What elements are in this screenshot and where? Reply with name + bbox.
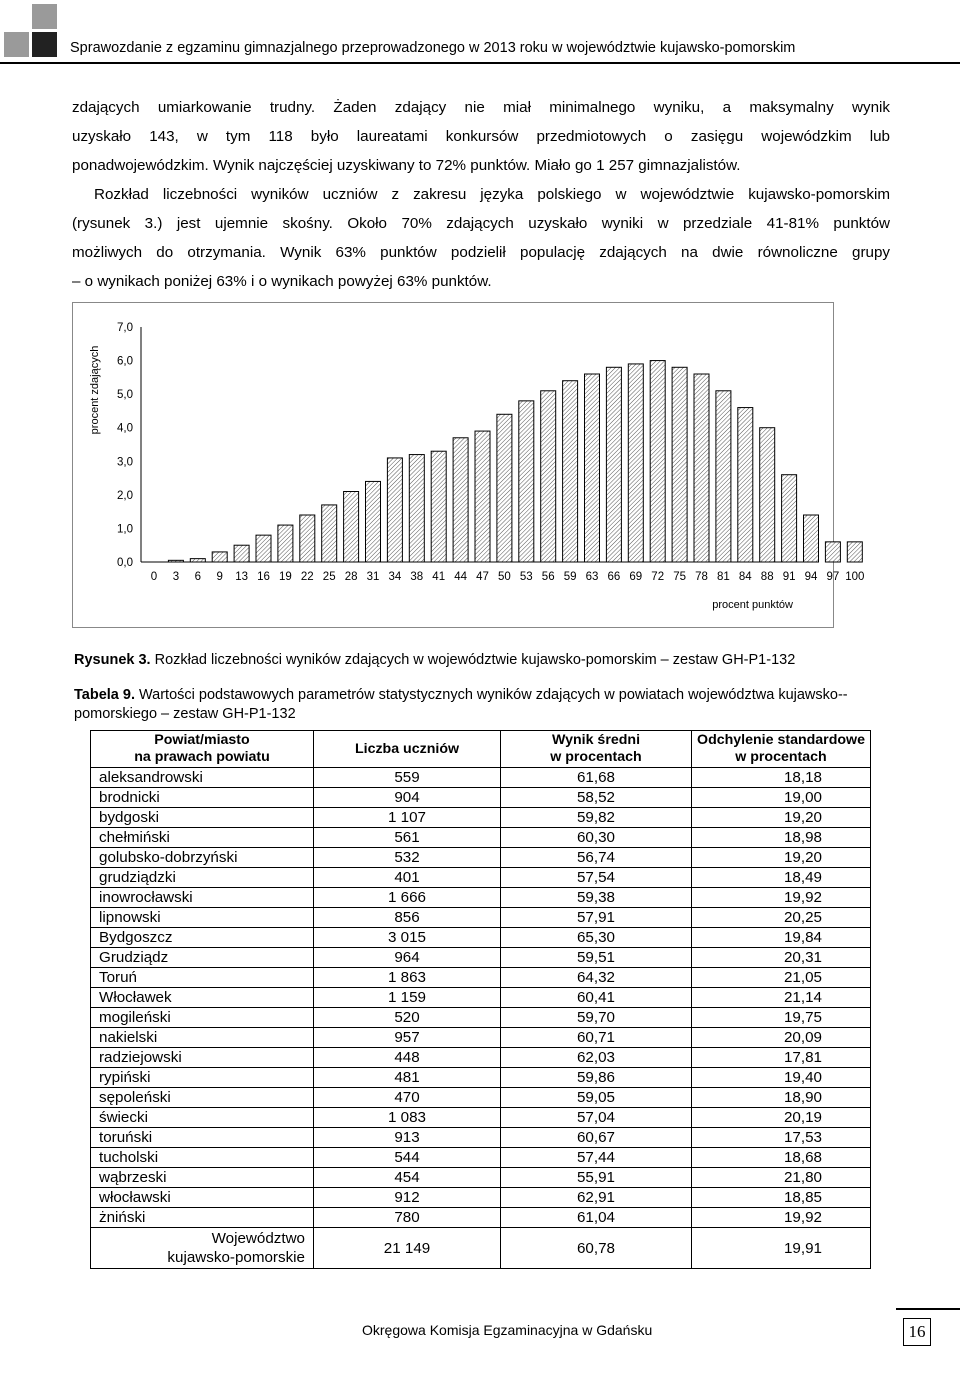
y-tick-label: 2,0 <box>117 489 133 502</box>
sd-cell: 19,92 <box>692 888 871 908</box>
sd-cell: 19,00 <box>692 788 871 808</box>
bar <box>212 552 227 562</box>
county-cell: włocławski <box>91 1188 314 1208</box>
header-text: na prawach powiatu <box>134 749 270 765</box>
county-cell: brodnicki <box>91 788 314 808</box>
mean-cell: 61,04 <box>501 1208 692 1228</box>
text-line: (rysunek 3.) jest ujemnie skośny. Około 70% zdających uzyskało wyniki w przedziale 41-81% punktów <box>72 215 890 232</box>
county-cell: inowrocławski <box>91 888 314 908</box>
table-row <box>91 828 871 848</box>
sd-cell: 20,19 <box>692 1108 871 1128</box>
statistics-table <box>90 730 871 1269</box>
x-tick-label: 9 <box>216 571 223 583</box>
count-cell: 904 <box>314 788 501 808</box>
county-cell: Grudziądz <box>91 948 314 968</box>
count-cell: 544 <box>314 1148 501 1168</box>
x-tick-label: 94 <box>804 571 818 583</box>
total-name <box>91 1228 314 1269</box>
county-cell: aleksandrowski <box>91 768 314 788</box>
y-tick-label: 7,0 <box>117 322 133 334</box>
table-row <box>91 1008 871 1028</box>
header-county <box>91 731 314 768</box>
table-row <box>91 1188 871 1208</box>
bar <box>431 451 446 562</box>
county-cell: bydgoski <box>91 808 314 828</box>
header-rule <box>0 62 960 64</box>
bar <box>475 431 490 562</box>
mean-cell: 57,91 <box>501 908 692 928</box>
bar <box>234 545 249 562</box>
x-tick-label: 50 <box>498 571 511 583</box>
x-tick-label: 16 <box>257 571 270 583</box>
bar <box>409 455 424 562</box>
bar <box>650 361 665 562</box>
x-tick-label: 19 <box>279 571 292 583</box>
table-header-row <box>91 731 871 768</box>
x-tick-label: 53 <box>519 571 533 583</box>
count-cell: 470 <box>314 1088 501 1108</box>
x-tick-label: 22 <box>300 571 314 583</box>
count-cell: 913 <box>314 1128 501 1148</box>
count-cell: 401 <box>314 868 501 888</box>
x-tick-label: 47 <box>476 571 489 583</box>
header-text: w procentach <box>735 749 827 765</box>
bar <box>628 364 643 562</box>
table-row <box>91 788 871 808</box>
mean-cell: 60,71 <box>501 1028 692 1048</box>
mean-cell: 59,70 <box>501 1008 692 1028</box>
bar <box>716 391 731 562</box>
table-row <box>91 928 871 948</box>
county-cell: sępoleński <box>91 1088 314 1108</box>
table-caption-label: Tabela 9. <box>74 687 135 703</box>
sd-cell: 18,90 <box>692 1088 871 1108</box>
mean-cell: 62,91 <box>501 1188 692 1208</box>
plot-area <box>117 322 864 583</box>
count-cell: 1 107 <box>314 808 501 828</box>
sd-cell: 17,81 <box>692 1048 871 1068</box>
header-text: Powiat/miasto <box>154 732 250 748</box>
count-cell: 532 <box>314 848 501 868</box>
table-row <box>91 908 871 928</box>
header-sd <box>692 731 871 768</box>
sd-cell: 21,80 <box>692 1168 871 1188</box>
page-number: 16 <box>903 1318 931 1346</box>
table-row <box>91 1168 871 1188</box>
bar <box>453 438 468 562</box>
header-count: Liczba uczniów <box>314 731 501 768</box>
county-cell: toruński <box>91 1128 314 1148</box>
bar <box>387 458 402 562</box>
x-tick-label: 25 <box>322 571 336 583</box>
mean-cell: 59,82 <box>501 808 692 828</box>
county-cell: golubsko-dobrzyński <box>91 848 314 868</box>
county-cell: żniński <box>91 1208 314 1228</box>
mean-cell: 59,38 <box>501 888 692 908</box>
count-cell: 448 <box>314 1048 501 1068</box>
bar <box>825 542 840 562</box>
y-tick-label: 5,0 <box>117 389 133 402</box>
bar <box>672 367 687 562</box>
bar <box>541 391 556 562</box>
x-tick-label: 66 <box>607 571 621 583</box>
bar <box>606 367 621 562</box>
figure-caption-text: Rozkład liczebności wyników zdających w województwie kujawsko-pomorskim – zestaw GH-P1-132 <box>150 652 796 668</box>
count-cell: 1 863 <box>314 968 501 988</box>
y-axis-label: procent zdających <box>89 345 101 435</box>
x-tick-label: 0 <box>150 571 158 583</box>
count-cell: 856 <box>314 908 501 928</box>
sd-cell: 19,20 <box>692 848 871 868</box>
county-cell: wąbrzeski <box>91 1168 314 1188</box>
mean-cell: 64,32 <box>501 968 692 988</box>
x-tick-label: 31 <box>366 571 380 583</box>
header-text: Wynik średni <box>551 732 641 748</box>
table-row <box>91 1028 871 1048</box>
bar <box>256 535 271 562</box>
county-cell: tucholski <box>91 1148 314 1168</box>
sd-cell: 19,84 <box>692 928 871 948</box>
bar <box>322 505 337 562</box>
mean-cell: 59,51 <box>501 948 692 968</box>
logo <box>4 4 60 60</box>
table-row <box>91 1128 871 1148</box>
bar <box>344 492 359 563</box>
x-tick-label: 84 <box>738 571 752 583</box>
county-cell: Toruń <box>91 968 314 988</box>
x-tick-label: 6 <box>194 571 202 583</box>
figure-caption <box>74 652 795 668</box>
x-tick-label: 38 <box>410 571 424 583</box>
mean-cell: 58,52 <box>501 788 692 808</box>
bar <box>563 381 578 562</box>
sd-cell: 18,68 <box>692 1148 871 1168</box>
text-line: – o wynikach poniżej 63% i o wynikach powyżej 63% punktów. <box>72 273 492 290</box>
x-tick-label: 63 <box>585 571 599 583</box>
county-cell: lipnowski <box>91 908 314 928</box>
count-cell: 1 083 <box>314 1108 501 1128</box>
count-cell: 957 <box>314 1028 501 1048</box>
total-count: 21 149 <box>314 1228 501 1269</box>
logo-square-light <box>32 4 57 29</box>
sd-cell: 19,75 <box>692 1008 871 1028</box>
county-cell: rypiński <box>91 1068 314 1088</box>
table-row <box>91 1048 871 1068</box>
sd-cell: 19,20 <box>692 808 871 828</box>
bar <box>738 408 753 562</box>
paragraph-1 <box>72 93 890 180</box>
sd-cell: 18,85 <box>692 1188 871 1208</box>
mean-cell: 59,05 <box>501 1088 692 1108</box>
logo-square-light <box>4 32 29 57</box>
paragraph-2 <box>72 180 890 296</box>
count-cell: 561 <box>314 828 501 848</box>
total-mean: 60,78 <box>501 1228 692 1269</box>
mean-cell: 57,04 <box>501 1108 692 1128</box>
x-axis-label: procent punktów <box>712 599 793 611</box>
y-tick-label: 0,0 <box>117 557 133 569</box>
county-cell: mogileński <box>91 1008 314 1028</box>
x-tick-label: 56 <box>541 571 555 583</box>
y-tick-label: 6,0 <box>117 355 133 368</box>
bar <box>760 428 775 562</box>
text-line: Rozkład liczebności wyników uczniów z zakresu języka polskiego w województwie kujawsko-pomorskim <box>94 186 890 203</box>
sd-cell: 19,92 <box>692 1208 871 1228</box>
bar <box>782 475 797 562</box>
county-cell: grudziądzki <box>91 868 314 888</box>
x-tick-label: 88 <box>760 571 774 583</box>
bar <box>804 515 819 562</box>
table-row <box>91 808 871 828</box>
x-tick-label: 28 <box>344 571 358 583</box>
x-tick-label: 100 <box>845 571 865 583</box>
count-cell: 912 <box>314 1188 501 1208</box>
bar <box>694 374 709 562</box>
bar <box>585 374 600 562</box>
bar <box>300 515 315 562</box>
text-line: ponadwojewódzkim. Wynik najczęściej uzyskiwany to 72% punktów. Miało go 1 257 gimnazjalistów. <box>72 157 741 174</box>
x-tick-label: 78 <box>695 571 708 583</box>
county-cell: Włocławek <box>91 988 314 1008</box>
sd-cell: 17,53 <box>692 1128 871 1148</box>
sd-cell: 18,49 <box>692 868 871 888</box>
bar <box>278 525 293 562</box>
total-name-line: Województwo <box>211 1230 305 1247</box>
x-tick-label: 3 <box>172 571 180 583</box>
footer-rule <box>896 1308 960 1310</box>
count-cell: 454 <box>314 1168 501 1188</box>
y-tick-label: 1,0 <box>117 523 133 536</box>
x-tick-label: 44 <box>454 571 467 583</box>
text-line: uzyskało 143, w tym 118 było laureatami konkursów przedmiotowych o zasięgu wojewódzkim lub <box>72 128 890 145</box>
x-tick-label: 34 <box>388 571 402 583</box>
table-row <box>91 888 871 908</box>
county-cell: chełmiński <box>91 828 314 848</box>
x-tick-label: 81 <box>717 571 730 583</box>
county-cell: świecki <box>91 1108 314 1128</box>
bar <box>190 559 205 562</box>
table-row <box>91 968 871 988</box>
x-tick-label: 69 <box>629 571 643 583</box>
mean-cell: 57,54 <box>501 868 692 888</box>
chart-svg <box>73 303 865 627</box>
bar <box>366 481 381 562</box>
header-text: Odchylenie standardowe <box>697 732 865 748</box>
mean-cell: 60,41 <box>501 988 692 1008</box>
sd-cell: 20,09 <box>692 1028 871 1048</box>
logo-square-dark <box>32 32 57 57</box>
sd-cell: 21,14 <box>692 988 871 1008</box>
bar <box>847 542 862 562</box>
count-cell: 780 <box>314 1208 501 1228</box>
bar <box>519 401 534 562</box>
count-cell: 3 015 <box>314 928 501 948</box>
y-tick-label: 4,0 <box>117 422 133 435</box>
mean-cell: 59,86 <box>501 1068 692 1088</box>
table-caption <box>74 686 892 724</box>
histogram-chart <box>72 302 865 628</box>
x-tick-label: 41 <box>432 571 446 583</box>
table-total-row <box>91 1228 871 1269</box>
x-tick-label: 91 <box>782 571 796 583</box>
sd-cell: 18,98 <box>692 828 871 848</box>
mean-cell: 57,44 <box>501 1148 692 1168</box>
x-tick-label: 97 <box>826 571 840 583</box>
sd-cell: 19,40 <box>692 1068 871 1088</box>
table-row <box>91 848 871 868</box>
table-row <box>91 1068 871 1088</box>
figure-caption-label: Rysunek 3. <box>74 652 151 668</box>
sd-cell: 18,18 <box>692 768 871 788</box>
mean-cell: 55,91 <box>501 1168 692 1188</box>
total-sd: 19,91 <box>692 1228 871 1269</box>
text-line: możliwych do otrzymania. Wynik 63% punktów podzielił populację zdających na dwie równoliczne grupy <box>72 244 890 261</box>
page-header: Sprawozdanie z egzaminu gimnazjalnego przeprowadzonego w 2013 roku w województwie kujawsko-pomorskim <box>70 40 796 56</box>
count-cell: 481 <box>314 1068 501 1088</box>
county-cell: Bydgoszcz <box>91 928 314 948</box>
x-tick-label: 13 <box>235 571 248 583</box>
x-tick-label: 75 <box>673 571 686 583</box>
x-tick-label: 59 <box>563 571 577 583</box>
table-row <box>91 868 871 888</box>
mean-cell: 60,67 <box>501 1128 692 1148</box>
table-row <box>91 1148 871 1168</box>
table-row <box>91 1108 871 1128</box>
county-cell: nakielski <box>91 1028 314 1048</box>
sd-cell: 20,31 <box>692 948 871 968</box>
mean-cell: 65,30 <box>501 928 692 948</box>
mean-cell: 56,74 <box>501 848 692 868</box>
table-body <box>91 768 871 1228</box>
table-row <box>91 1088 871 1108</box>
table-row <box>91 988 871 1008</box>
mean-cell: 61,68 <box>501 768 692 788</box>
bar <box>168 560 183 562</box>
count-cell: 520 <box>314 1008 501 1028</box>
count-cell: 1 666 <box>314 888 501 908</box>
header-text: w procentach <box>550 749 642 765</box>
table-row <box>91 1208 871 1228</box>
county-cell: radziejowski <box>91 1048 314 1068</box>
table-caption-text: Wartości podstawowych parametrów statystycznych wyników zdających w powiatach województwa kujawsko--pomorskiego – zestaw GH-P1-132 <box>74 687 848 722</box>
table-row <box>91 768 871 788</box>
mean-cell: 60,30 <box>501 828 692 848</box>
text-line: zdających umiarkowanie trudny. Żaden zdający nie miał minimalnego wyniku, a maksymalny wynik <box>72 99 890 116</box>
sd-cell: 21,05 <box>692 968 871 988</box>
x-tick-label: 72 <box>651 571 665 583</box>
mean-cell: 62,03 <box>501 1048 692 1068</box>
footer-text: Okręgowa Komisja Egzaminacyjna w Gdańsku <box>362 1322 653 1338</box>
header-mean <box>501 731 692 768</box>
y-tick-label: 3,0 <box>117 456 133 469</box>
sd-cell: 20,25 <box>692 908 871 928</box>
count-cell: 559 <box>314 768 501 788</box>
total-name-line: kujawsko-pomorskie <box>167 1249 305 1266</box>
bar <box>497 414 512 562</box>
count-cell: 1 159 <box>314 988 501 1008</box>
table-row <box>91 948 871 968</box>
count-cell: 964 <box>314 948 501 968</box>
